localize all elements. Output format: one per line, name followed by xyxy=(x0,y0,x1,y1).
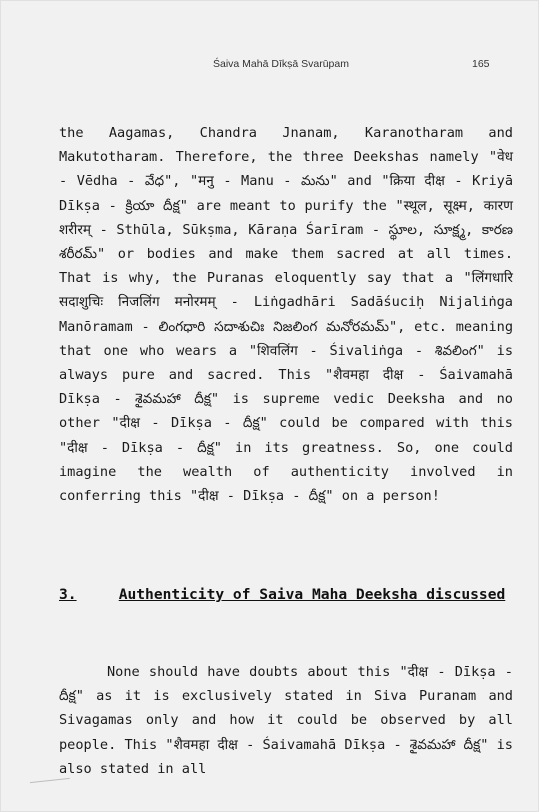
running-title: Śaiva Mahā Dīkṣā Svarūpam xyxy=(213,58,349,70)
pencil-mark xyxy=(30,778,70,786)
section-number: 3. xyxy=(59,586,77,603)
body-paragraph-2 xyxy=(59,660,513,781)
section-title: Authenticity of Saiva Maha Deeksha discussed xyxy=(118,586,506,603)
paragraph-text: the Aagamas, Chandra Jnanam, Karanotharam and Makutotharam. Therefore, the three Deekshas namely "वेध - Vēdha - వేధ", "मनु - Manu - మను" and "क्रिया दीक्ष - Kriyā Dīkṣa - క్రియా దీక్ష" are meant to purify the "स्थूल, सूक्ष्म, कारण शरीरम् - Sthūla, Sūkṣma, Kāraṇa Śarīram - స్థూల, సూక్ష్మ, కారణ శరీరమ్" or bodies and make them sacred at all times. That is why, the Puranas eloquently say that a "लिंगधारि सदाशुचिः निजलिंग मनोरमम् - Liṅgadhāri Sadāśuciḥ Nijaliṅga Manōramam - లింగధారి సదాశుచిః నిజలింగ మనోరమమ్", etc. meaning that one who wears a "शिवलिंग - Śivaliṅga - శివలింగ" is always pure and sacred. This "शैवमहा दीक्ष - Śaivamahā Dīkṣa - శైవమహా దీక్ష" is supreme vedic Deeksha and no other "दीक्ष - Dīkṣa - దీక్ష" could be compared with this "दीक्ष - Dīkṣa - దీక్ష" in its greatness. So, one could imagine the wealth of authenticity involved in conferring this "दीक्ष - Dīkṣa - దీక్ష" on a person! xyxy=(59,125,513,505)
page-header xyxy=(0,56,539,74)
page-number: 165 xyxy=(472,58,490,70)
body-paragraph-1 xyxy=(59,121,513,508)
section-heading xyxy=(59,584,513,605)
paragraph-text: None should have doubts about this "दीक्ष - Dīkṣa - దీక్ష" as it is exclusively stated in Siva Puranam and Sivagamas only and how it could be observed by all people. This "शैवमहा दीक्ष - Śaivamahā Dīkṣa - శైవమహా దీక్ష" is also stated in all xyxy=(59,664,513,777)
